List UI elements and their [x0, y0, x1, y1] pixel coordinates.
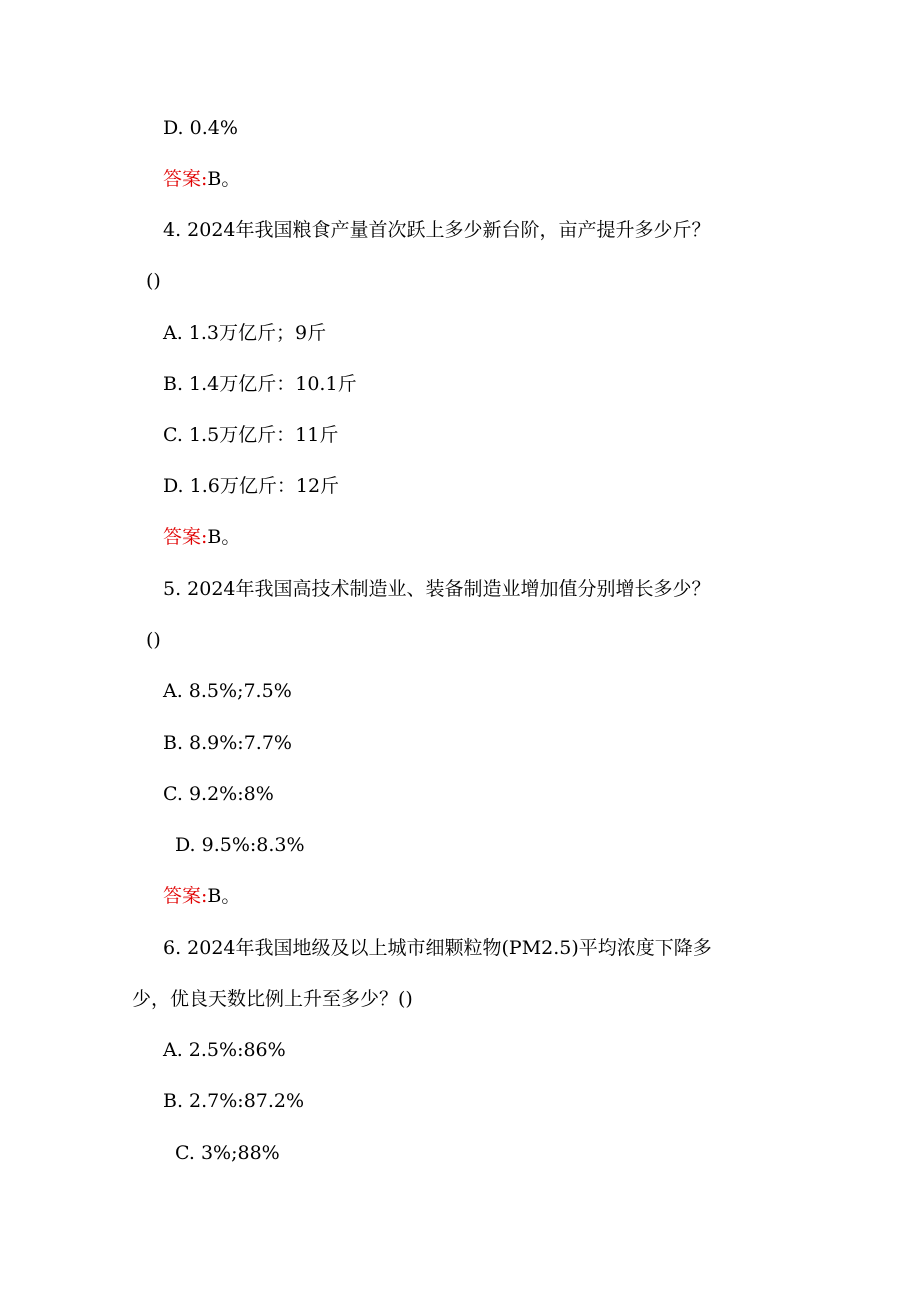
answer-4 [163, 525, 240, 549]
question-6-option-b: B. 2.7%:87.2% [163, 1090, 305, 1112]
answer-label: 答案: [163, 168, 208, 190]
question-5-line-1: 5. 2024年我国高技术制造业、装备制造业增加值分别增长多少？ [163, 578, 711, 600]
question-6-line-2: 少，优良天数比例上升至多少？() [132, 988, 413, 1010]
question-6-option-a: A. 2.5%:86% [163, 1039, 286, 1061]
question-4-option-c: C. 1.5万亿斤：11斤 [163, 424, 339, 446]
answer-value: B。 [207, 526, 241, 548]
question-4-option-b: B. 1.4万亿斤：10.1斤 [163, 373, 357, 395]
answer-5 [163, 884, 240, 908]
question-4-line-2: () [146, 270, 161, 292]
answer-label: 答案: [163, 526, 208, 548]
question-5-option-d: D. 9.5%:8.3% [175, 834, 305, 856]
question-4-option-a: A. 1.3万亿斤；9斤 [163, 322, 327, 344]
answer-label: 答案: [163, 885, 208, 907]
option-d-prev: D. 0.4% [163, 117, 238, 139]
answer-3 [163, 167, 240, 191]
answer-value: B。 [207, 168, 241, 190]
question-6-option-c: C. 3%;88% [175, 1142, 280, 1164]
question-5-option-b: B. 8.9%:7.7% [163, 732, 292, 754]
answer-value: B。 [207, 885, 241, 907]
question-4-option-d: D. 1.6万亿斤：12斤 [163, 475, 340, 497]
question-5-line-2: () [146, 629, 161, 651]
question-5-option-c: C. 9.2%:8% [163, 783, 274, 805]
question-4-line-1: 4. 2024年我国粮食产量首次跃上多少新台阶，亩产提升多少斤？ [163, 219, 711, 241]
question-6-line-1: 6. 2024年我国地级及以上城市细颗粒物(PM2.5)平均浓度下降多 [163, 937, 712, 959]
question-5-option-a: A. 8.5%;7.5% [163, 680, 292, 702]
